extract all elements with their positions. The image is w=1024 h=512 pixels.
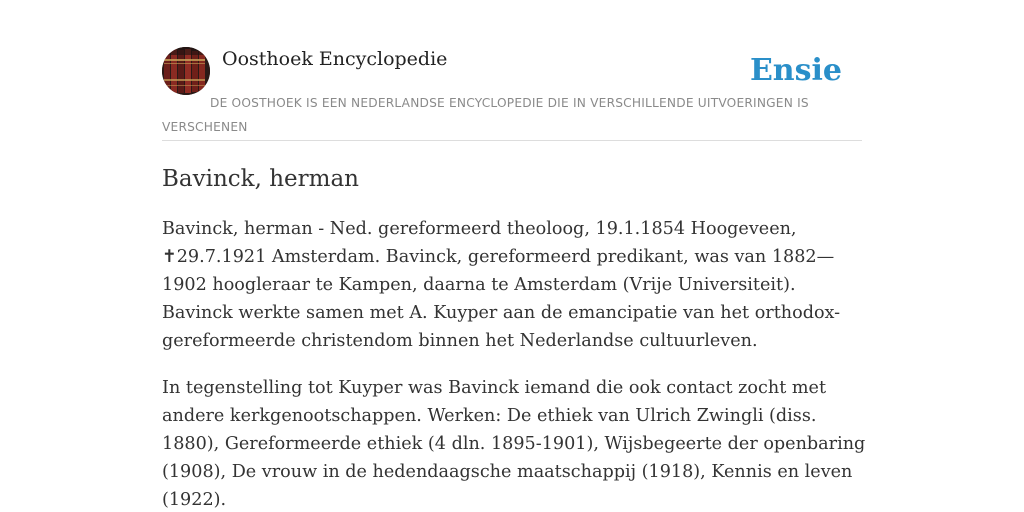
article-paragraph: In tegenstelling tot Kuyper was Bavinck iemand die ook contact zocht met andere kerkgenootschappen. Werken: De ethiek van Ulrich Zwingli (diss. 1880), Gereformeerde ethiek (4 dln. 1895-1901), Wijsbegeerte der openbaring (1908), De vrouw in de hedendaagsche maatschappij (1918), Kennis en leven (1922). bbox=[162, 378, 866, 510]
article-body bbox=[162, 215, 867, 512]
site-title[interactable]: Oosthoek Encyclopedie bbox=[222, 48, 448, 70]
book-spines-icon[interactable] bbox=[162, 47, 210, 95]
article-title: Bavinck, herman bbox=[162, 166, 359, 192]
site-header bbox=[162, 46, 862, 141]
site-tagline: DE OOSTHOEK IS EEN NEDERLANDSE ENCYCLOPEDIE DIE IN VERSCHILLENDE UITVOERINGEN IS VERSCHENEN bbox=[162, 96, 809, 134]
article-paragraph: Bavinck, herman - Ned. gereformeerd theoloog, 19.1.1854 Hoogeveen, ✝29.7.1921 Amsterdam. Bavinck, gereformeerd predikant, was van 1882— 1902 hoogleraar te Kampen, daarna te Amsterdam (Vrije Universiteit). Bavinck werkte samen met A. Kuyper aan de emancipatie van het orthodox-gereformeerde christendom binnen het Nederlandse cultuurleven. bbox=[162, 219, 841, 351]
brand-logo[interactable]: Ensie bbox=[749, 53, 842, 88]
